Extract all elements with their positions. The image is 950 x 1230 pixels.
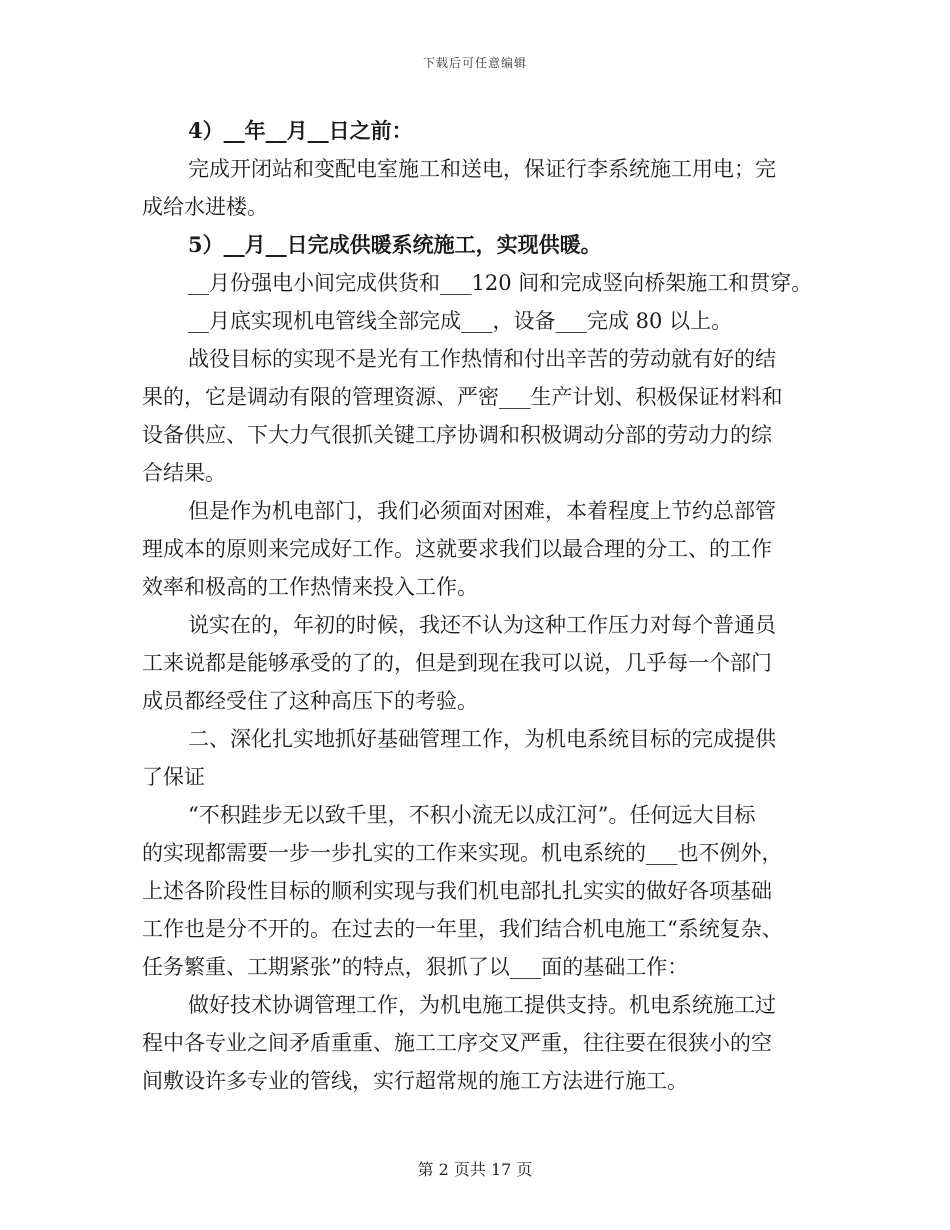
body-text-line: 成给水进楼。 [142, 195, 268, 219]
body-text-line: 了保证 [142, 765, 205, 789]
body-text-line: 程中各专业之间矛盾重重、施工工序交叉严重，往往要在很狭小的空 [142, 1031, 772, 1055]
section-heading-line: 4）__年__月__日之前： [188, 118, 413, 143]
body-text-line: 合结果。 [142, 461, 226, 485]
body-text-line: 战役目标的实现不是光有工作热情和付出辛苦的劳动就有好的结 [188, 347, 776, 371]
body-text-line: 任务繁重、工期紧张”的特点，狠抓了以___面的基础工作： [142, 955, 689, 979]
body-text-line: 工来说都是能够承受的了的，但是到现在我可以说，几乎每一个部门 [142, 651, 772, 675]
body-text-line: “不积跬步无以致千里，不积小流无以成江河”。任何远大目标 [188, 803, 756, 827]
body-text-line: 工作也是分不开的。在过去的一年里，我们结合机电施工“系统复杂、 [142, 917, 783, 941]
body-text-line: 设备供应、下大力气很抓关键工序协调和积极调动分部的劳动力的综 [142, 423, 772, 447]
document-body [142, 112, 813, 1100]
body-text-line: 的实现都需要一步一步扎实的工作来实现。机电系统的___也不例外， [142, 841, 783, 865]
body-text-line: 成员都经受住了这种高压下的考验。 [142, 689, 478, 713]
body-text-line: __月底实现机电管线全部完成___，设备___完成 80 以上。 [188, 309, 733, 333]
section-heading-line: 5）__月__日完成供暖系统施工，实现供暖。 [188, 232, 602, 257]
body-text-line: __月份强电小间完成供货和___120 间和完成竖向桥架施工和贯穿。 [188, 271, 813, 295]
body-text-line: 间敷设许多专业的管线，实行超常规的施工方法进行施工。 [142, 1069, 688, 1093]
body-text-line: 理成本的原则来完成好工作。这就要求我们以最合理的分工、的工作 [142, 537, 772, 561]
body-text-line: 效率和极高的工作热情来投入工作。 [142, 575, 478, 599]
page-header: 下载后可任意编辑 [422, 56, 527, 70]
body-text-line: 说实在的，年初的时候，我还不认为这种工作压力对每个普通员 [188, 613, 776, 637]
body-text-line: 完成开闭站和变配电室施工和送电，保证行李系统施工用电；完 [188, 157, 776, 181]
body-text-line: 二、深化扎实地抓好基础管理工作，为机电系统目标的完成提供 [188, 727, 776, 751]
body-text-line: 上述各阶段性目标的顺利实现与我们机电部扎扎实实的做好各项基础 [142, 879, 772, 903]
body-text-line: 做好技术协调管理工作，为机电施工提供支持。机电系统施工过 [188, 993, 776, 1017]
page-footer: 第 2 页共 17 页 [417, 1160, 533, 1179]
body-text-line: 但是作为机电部门，我们必须面对困难，本着程度上节约总部管 [188, 499, 776, 523]
body-text-line: 果的，它是调动有限的管理资源、严密___生产计划、积极保证材料和 [142, 385, 783, 409]
